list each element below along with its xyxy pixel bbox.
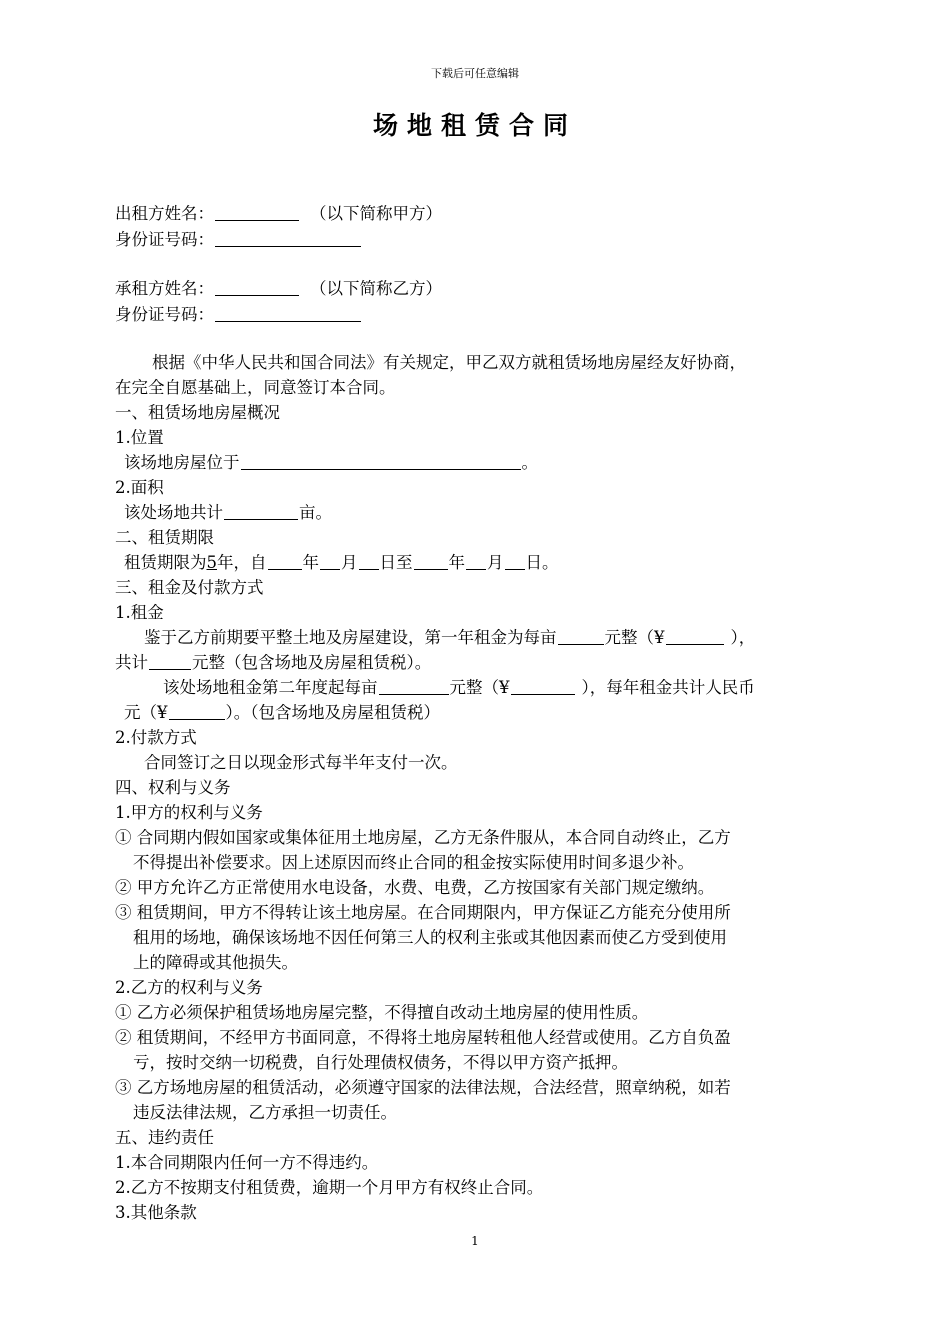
breach-item-3: 3.其他条款 — [115, 1203, 197, 1222]
breach-item-1: 1.本合同期限内任何一方不得违约。 — [115, 1153, 379, 1172]
breach-item-2: 2.乙方不按期支付租赁费，逾期一个月甲方有权终止合同。 — [115, 1178, 544, 1197]
rent2-per-mu-blank[interactable] — [379, 677, 449, 695]
lessee-clause-3-line-1: ③ 乙方场地房屋的租赁活动，必须遵守国家的法律法规，合法经营，照章纳税，如若 — [115, 1078, 731, 1097]
lessor-clause-3-line-1: ③ 租赁期间，甲方不得转让该土地房屋。在合同期限内，甲方保证乙方能充分使用所 — [115, 903, 731, 922]
rent2-yuan-label: 元整（¥ — [449, 678, 510, 697]
rent2-amount-blank[interactable] — [511, 677, 575, 695]
rent-line-4 — [124, 702, 440, 724]
lessor-id-blank[interactable] — [215, 229, 361, 247]
lessor-name-suffix: （以下简称甲方） — [310, 204, 442, 223]
rent-amount-blank[interactable] — [666, 627, 724, 645]
intro-line-1: 根据《中华人民共和国合同法》有关规定，甲乙双方就租赁场地房屋经友好协商， — [152, 353, 746, 372]
section-5-heading: 五、违约责任 — [115, 1128, 214, 1147]
area-blank[interactable] — [224, 502, 298, 520]
end-year-label: 年 — [448, 553, 465, 572]
start-month-blank[interactable] — [320, 552, 340, 570]
rent-total-blank[interactable] — [149, 652, 191, 670]
start-year-label: 年 — [302, 553, 319, 572]
location-line — [124, 452, 538, 474]
rent-first-year-text: 鉴于乙方前期要平整土地及房屋建设，第一年租金为每亩 — [144, 628, 557, 647]
section-1-heading: 一、租赁场地房屋概况 — [115, 403, 280, 422]
lessee-name-blank[interactable] — [215, 278, 299, 296]
lessor-name-blank[interactable] — [215, 203, 299, 221]
rent-total-label: 共计 — [115, 653, 148, 672]
section-4-heading: 四、权利与义务 — [115, 778, 231, 797]
rent2-total-label: 元（¥ — [124, 703, 168, 722]
s1-item-location: 1.位置 — [115, 428, 164, 447]
rent-line-1 — [144, 627, 755, 649]
lessor-id-line — [115, 229, 362, 251]
lessee-id-line — [115, 304, 362, 326]
lessee-clause-2-line-1: ② 租赁期间，不经甲方书面同意，不得将土地房屋转租他人经营或使用。乙方自负盈 — [115, 1028, 731, 1047]
lessee-name-suffix: （以下简称乙方） — [310, 279, 442, 298]
lessor-clause-1-line-2: 不得提出补偿要求。因上述原因而终止合同的租金按实际使用时间多退少补。 — [133, 853, 694, 872]
lessee-clause-2-line-2: 亏，按时交纳一切税费，自行处理债权债务，不得以甲方资产抵押。 — [133, 1053, 628, 1072]
term-from: 年，自 — [217, 553, 267, 572]
area-label: 该处场地共计 — [124, 503, 223, 522]
area-line — [124, 502, 332, 524]
lessee-clause-1-line-1: ① 乙方必须保护租赁场地房屋完整，不得擅自改动土地房屋的使用性质。 — [115, 1003, 649, 1022]
area-unit: 亩。 — [299, 503, 332, 522]
document-title: 场地租赁合同 — [372, 111, 577, 140]
end-month-blank[interactable] — [466, 552, 486, 570]
lessor-clause-3-line-3: 上的障碍或其他损失。 — [133, 953, 298, 972]
lessor-clause-1-line-1: ① 合同期内假如国家或集体征用土地房屋，乙方无条件服从，本合同自动终止，乙方 — [115, 828, 731, 847]
location-label: 该场地房屋位于 — [124, 453, 240, 472]
intro-line-2: 在完全自愿基础上，同意签订本合同。 — [115, 378, 396, 397]
rent-per-mu-blank[interactable] — [558, 627, 604, 645]
rent-line-3 — [163, 677, 755, 699]
end-day-blank[interactable] — [505, 552, 525, 570]
term-label: 租赁期限为 — [124, 553, 207, 572]
term-line — [124, 552, 559, 574]
rent-total-text: 元整（包含场地及房屋租赁税）。 — [192, 653, 432, 672]
start-month-label: 月 — [341, 553, 358, 572]
s3-item-rent: 1.租金 — [115, 603, 164, 622]
lessor-name-line — [115, 203, 442, 225]
rent2-annual-text: ），每年租金共计人民币 — [581, 678, 755, 697]
start-year-blank[interactable] — [268, 552, 302, 570]
lessor-name-label: 出租方姓名： — [115, 204, 214, 223]
rent-close-paren: ）， — [730, 628, 756, 647]
lessor-rights-title: 1.甲方的权利与义务 — [115, 803, 263, 822]
end-year-blank[interactable] — [414, 552, 448, 570]
end-day-label: 日。 — [525, 553, 559, 572]
s3-item-payment: 2.付款方式 — [115, 728, 197, 747]
rent-line-2 — [115, 652, 431, 674]
lessor-clause-3-line-2: 租用的场地，确保该场地不因任何第三人的权利主张或其他因素而使乙方受到使用 — [133, 928, 727, 947]
start-day-label: 日至 — [379, 553, 413, 572]
lessor-id-label: 身份证号码： — [115, 230, 214, 249]
s1-item-area: 2.面积 — [115, 478, 164, 497]
start-day-blank[interactable] — [359, 552, 379, 570]
location-blank[interactable] — [241, 452, 521, 470]
lessee-name-label: 承租方姓名： — [115, 279, 214, 298]
lessee-rights-title: 2.乙方的权利与义务 — [115, 978, 263, 997]
page-number: 1 — [471, 1234, 479, 1248]
end-month-label: 月 — [487, 553, 504, 572]
rent2-total-text: ）。（包含场地及房屋租赁税） — [225, 703, 440, 722]
section-3-heading: 三、租金及付款方式 — [115, 578, 264, 597]
rent-yuan-label: 元整（¥ — [604, 628, 665, 647]
rent2-total-blank[interactable] — [169, 702, 225, 720]
lessor-clause-2-line-1: ② 甲方允许乙方正常使用水电设备，水费、电费，乙方按国家有关部门规定缴纳。 — [115, 878, 715, 897]
page-header: 下载后可任意编辑 — [431, 67, 519, 80]
lessee-id-blank[interactable] — [215, 304, 361, 322]
term-years: 5 — [206, 553, 217, 572]
rent-second-year-text: 该处场地租金第二年度起每亩 — [163, 678, 378, 697]
lessee-clause-3-line-2: 违反法律法规，乙方承担一切责任。 — [133, 1103, 397, 1122]
section-2-heading: 二、租赁期限 — [115, 528, 214, 547]
lessee-name-line — [115, 278, 442, 300]
payment-terms: 合同签订之日以现金形式每半年支付一次。 — [144, 753, 458, 772]
location-end: 。 — [521, 453, 538, 472]
lessee-id-label: 身份证号码： — [115, 305, 214, 324]
